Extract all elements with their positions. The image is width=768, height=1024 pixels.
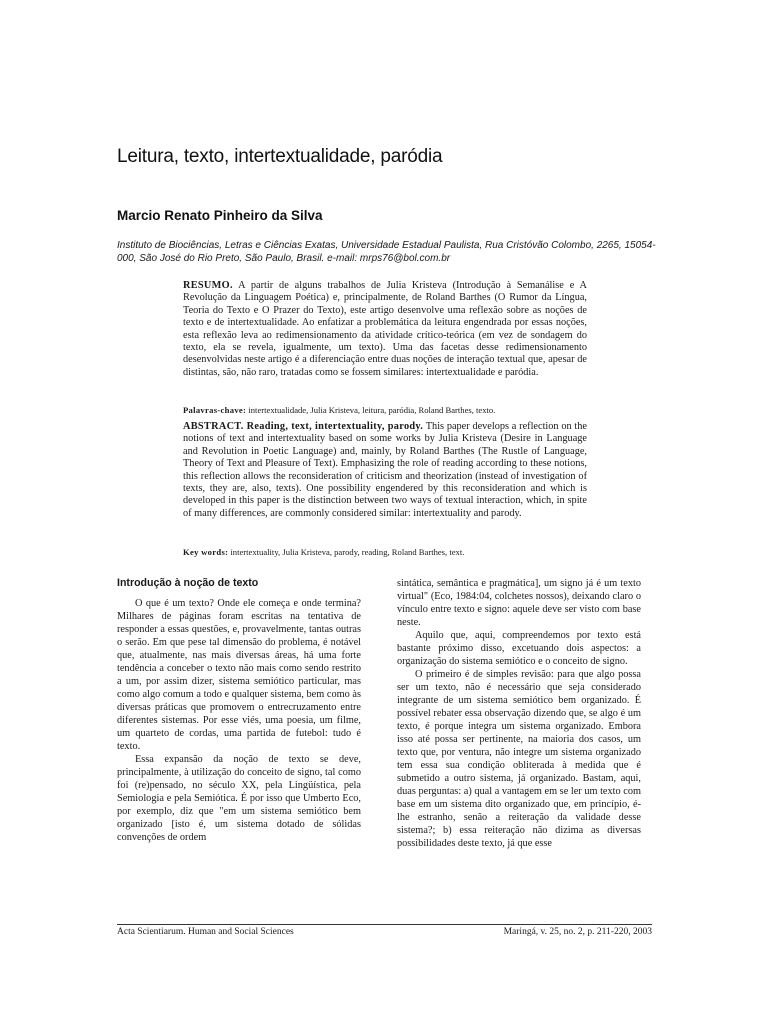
author-name: Marcio Renato Pinheiro da Silva <box>117 208 323 223</box>
resumo-text: A partir de alguns trabalhos de Julia Kristeva (Introdução à Semanálise e A Revolução da Linguagem Poética) e, principalmente, de Roland Barthes (O Rumor da Língua, Teoria do Texto e O Prazer do Texto), este artigo desenvolve uma reflexão sobre as noções de texto e de intertextualidade. Ao enfatizar a problemática da leitura engendrada por essas noções, esta reflexão leva ao redimensionamento da atividade crítico-teórica (em vez de sondagem do texto, ela se revela, igualmente, um texto). Uma das facetas desse redimensionamento desenvolvidas neste artigo é a diferenciação entre duas noções de interação textual que, apesar de distintas, são, não raro, tratadas como se fossem similares: intertextualidade e paródia. <box>183 280 587 378</box>
abstract-label: ABSTRACT. Reading, text, intertextuality, parody. <box>183 421 424 432</box>
author-affiliation: Instituto de Biociências, Letras e Ciências Exatas, Universidade Estadual Paulista, Rua Cristóvão Colombo, 2265, 15054-000, São José do Rio Preto, São Paulo, Brasil. e-mail: mrps76@bol.com.br <box>117 240 656 264</box>
keywords-pt-label: Palavras-chave: <box>183 405 247 415</box>
section-heading: Introdução à noção de texto <box>117 577 259 589</box>
resumo-block <box>183 280 587 379</box>
resumo-label: RESUMO. <box>183 280 233 291</box>
keywords-en-text: intertextuality, Julia Kristeva, parody, reading, Roland Barthes, text. <box>230 547 465 557</box>
body-column-right <box>397 577 641 850</box>
footer-rule <box>117 924 652 925</box>
keywords-pt-text: intertextualidade, Julia Kristeva, leitura, paródia, Roland Barthes, texto. <box>248 405 496 415</box>
keywords-pt <box>183 404 587 416</box>
keywords-en <box>183 546 587 558</box>
article-title: Leitura, texto, intertextualidade, paródia <box>117 146 443 167</box>
paragraph: O primeiro é de simples revisão: para que algo possa ser um texto, não é necessário que seja considerado integrante de um sistema semiótico bem organizado. É possível rebater essa observação dizendo que, se algo é um texto, é porque integra um sistema organizado. Embora isso até possa ser pertinente, na maioria dos casos, um texto que, por ventura, não integre um sistema organizado tem essa sua condição obliterada à medida que é submetido a outro sistema, já organizado. Bastam, aqui, duas perguntas: a) qual a vantagem em se ler um texto com base em um sistema dito organizado que, em princípio, é-lhe estranho, senão a reiteração da validade desse sistema?; b) essa reiteração não dizima as diversas possibilidades deste texto, já que esse <box>397 669 641 849</box>
abstract-text: This paper develops a reflection on the notions of text and intertextuality based on some works by Julia Kristeva (Desire in Language and Revolution in Poetic Language) and, mainly, by Roland Barthes (The Rustle of Language, Theory of Text and Pleasure of Text). Emphasizing the role of reading according to these notions, this reflection allows the reconsideration of criticism and theorization (instead of investigation of texts, they are, also, texts). One possibility engendered by this reconsideration and which is developed in this paper is the distinction between two ways of textual interaction, which, in spite of many differences, are commonly considered similar: intertextuality and parody. <box>183 421 587 519</box>
paragraph: Aquilo que, aqui, compreendemos por texto está bastante próximo disso, excetuando dois aspectos: a organização do sistema semiótico e o conceito de signo. <box>397 630 641 667</box>
abstract-block <box>183 421 587 520</box>
paragraph: sintática, semântica e pragmática], um signo já é um texto virtual" (Eco, 1984:04, colchetes nossos), deixando claro o vínculo entre texto e signo: aquele deve ser visto com base neste. <box>397 578 641 628</box>
footer-citation: Maringá, v. 25, no. 2, p. 211-220, 2003 <box>503 927 652 937</box>
paragraph: Essa expansão da noção de texto se deve, principalmente, à utilização do conceito de signo, tal como foi (re)pensado, no século XX, pela Lingüística, pela Semiologia e pela Semiótica. É por isso que Umberto Eco, por exemplo, diz que "em um sistema semiótico bem organizado [isto é, um sistema dotado de sólidas convenções de ordem <box>117 754 361 843</box>
footer-journal: Acta Scientiarum. Human and Social Sciences <box>117 927 294 937</box>
keywords-en-label: Key words: <box>183 547 229 557</box>
paragraph: O que é um texto? Onde ele começa e onde termina? Milhares de páginas foram escritas na tentativa de responder a essas questões, e, provavelmente, tantas outras o serão. Em que pese tal dimensão do problema, é notável que, atualmente, nas mais diversas áreas, há uma forte tendência a conceber o texto não mais como sendo restrito a um, por assim dizer, sistema semiótico particular, mas como algo comum a todo e qualquer sistema, bem como às diversas práticas que promovem o entrecruzamento entre diferentes sistemas. Por esse viés, uma poesia, um filme, um quarteto de cordas, uma partida de futebol: tudo é texto. <box>117 598 361 752</box>
body-column-left <box>117 577 361 844</box>
